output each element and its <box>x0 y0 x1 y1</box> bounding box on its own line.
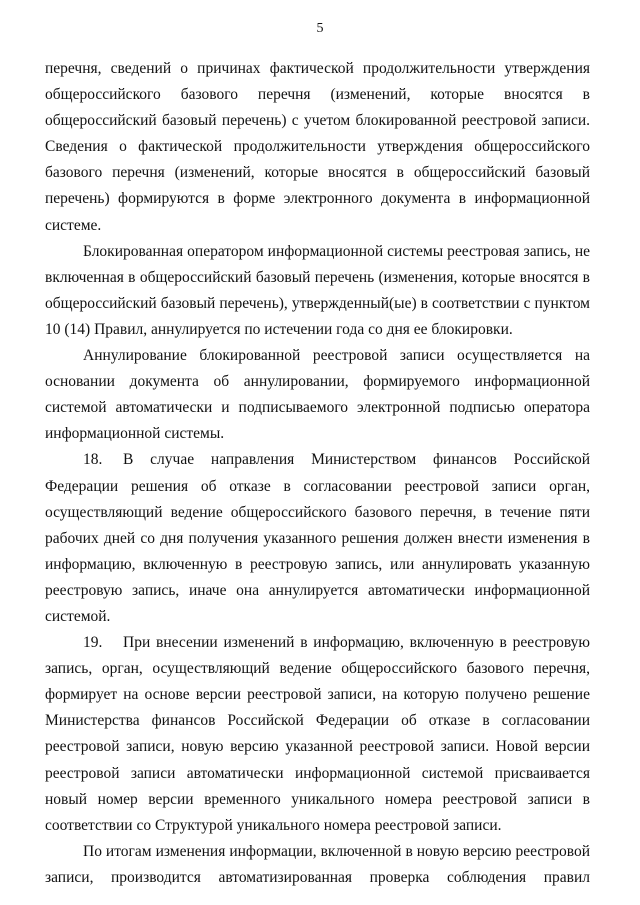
page-number: 5 <box>316 21 324 36</box>
paragraph-blocked-record-annulment: Блокированная оператором информационной системы реестровая запись, не включенная в общероссийский базовый перечень (изменения, которые вносятся в общероссийский базовый перечень), утвержденный(ые) в соответствии с пунктом 10 (14) Правил, аннулируется по истечении года со дня ее блокировки. <box>45 242 590 338</box>
paragraph-annulment-document: Аннулирование блокированной реестровой записи осуществляется на основании документа об аннулировании, формируемого информационной системой автоматически и подписываемого электронной подписью оператора информационной системы. <box>45 347 590 443</box>
item-19-text: При внесении изменений в информацию, включенную в реестровую запись, орган, осуществляющий ведение общероссийского базового перечня, формирует на основе версии реестровой записи, на которую получено решение Министерства финансов Российской Федерации об отказе в согласовании реестровой записи, новую версию указанной реестровой записи. Новой версии реестровой записи автоматически информационной системой присваивается новый номер версии временного уникального номера реестровой записи в соответствии со Структурой уникального номера реестровой записи. <box>45 634 590 834</box>
paragraph-continuation: перечня, сведений о причинах фактической продолжительности утверждения общероссийского базового перечня (изменений, которые вносятся в общероссийский базовый перечень) с учетом блокированной реестровой записи. Сведения о фактической продолжительности утверждения общероссийского базового перечня (изменений, которые вносятся в общероссийский базовый перечень) формируются в форме электронного документа в информационной системе. <box>45 60 590 234</box>
item-number-18: 18. <box>83 451 103 469</box>
paragraph-changes-check: По итогам изменения информации, включенной в новую версию реестровой записи, производится автоматизированная проверка соблюдения правил <box>45 842 590 886</box>
document-body <box>45 56 590 891</box>
paragraph-item-19 <box>45 630 590 839</box>
item-18-text: В случае направления Министерством финансов Российской Федерации решения об отказе в согласовании реестровой записи орган, осуществляющий ведение общероссийского базового перечня, в течение пяти рабочих дней со дня получения указанного решения должен внести изменения в информацию, включенную в реестровую запись, или аннулировать указанную реестровую запись, иначе она аннулируется автоматически информационной системой. <box>45 451 590 625</box>
paragraph-item-18 <box>45 447 590 630</box>
item-number-19: 19. <box>83 634 103 652</box>
